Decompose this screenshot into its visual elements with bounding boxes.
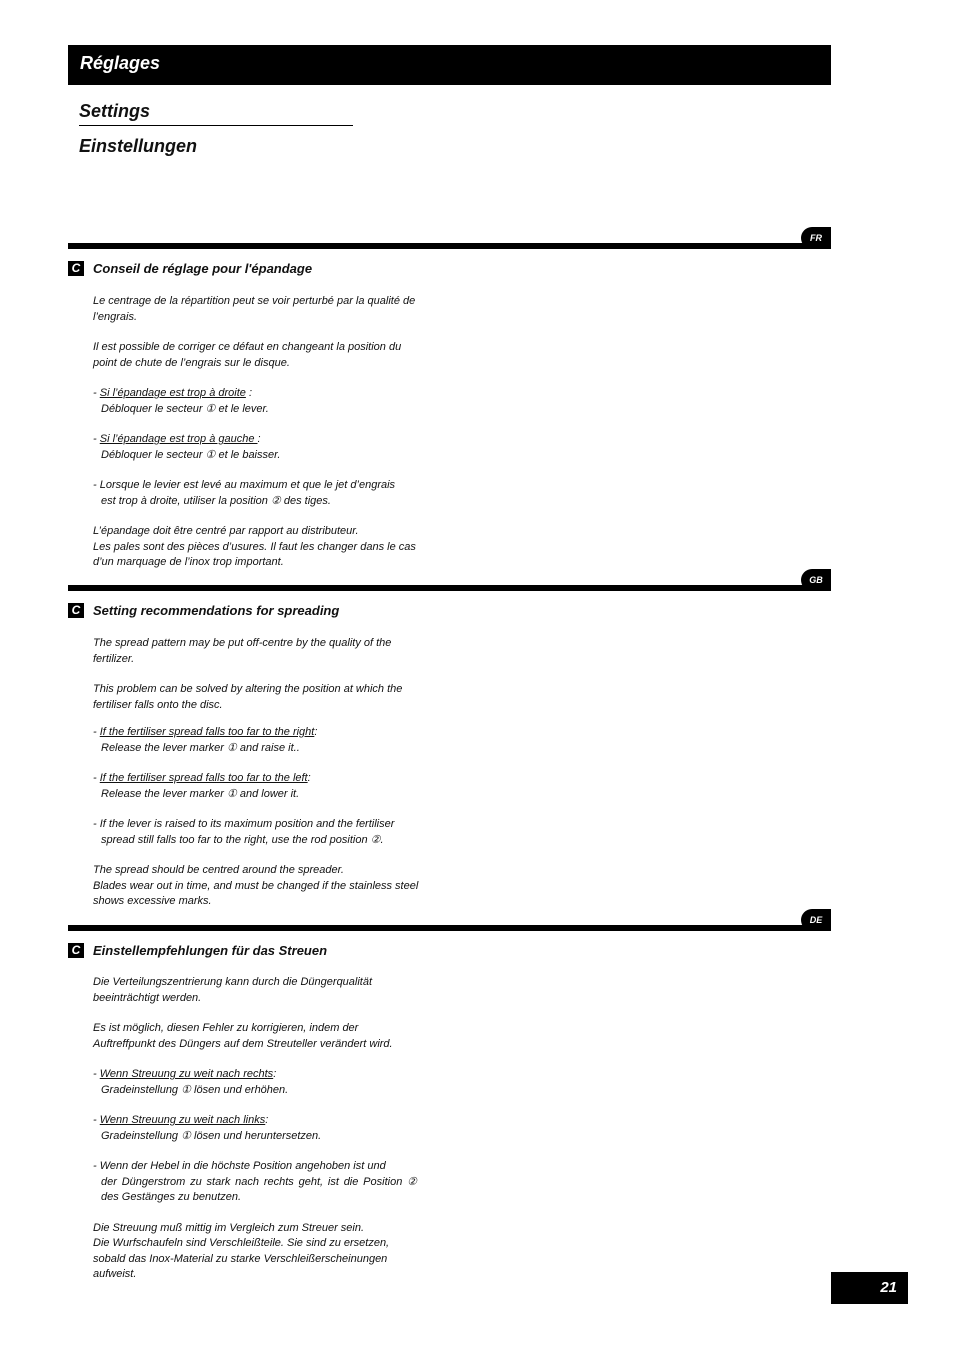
- section-marker: C: [68, 943, 84, 958]
- list-item: - Wenn Streuung zu weit nach links: Gradeinstellung ① lösen und heruntersetzen.: [93, 1114, 322, 1142]
- section-heading-text: Einstellempfehlungen für das Streuen: [93, 943, 328, 958]
- action-text: Gradeinstellung ① lösen und erhöhen.: [101, 1083, 289, 1096]
- list-item: - Wenn Streuung zu weit nach rechts: Gradeinstellung ① lösen und erhöhen.: [93, 1068, 289, 1096]
- section-body-gb: [93, 636, 419, 925]
- condition-text: If the fertiliser spread falls too far to the right: [99, 726, 315, 738]
- language-badge-fr: FR: [801, 227, 831, 249]
- action-text: Débloquer le secteur ① et le lever.: [101, 402, 269, 415]
- subtitle-english: Settings: [79, 101, 151, 121]
- page-number: 21: [831, 1272, 908, 1304]
- condition-text: Si l’épandage est trop à gauche: [99, 433, 258, 445]
- list-item: - Lorsque le levier est levé au maximum et que le jet d’engrais est trop à droite, utiliser la position ② des tiges.: [93, 479, 396, 507]
- list-item: - Si l’épandage est trop à droite : Débloquer le secteur ① et le lever.: [93, 387, 269, 415]
- paragraph: Le centrage de la répartition peut se voir perturbé par la qualité de l’engrais.: [93, 295, 416, 323]
- action-text: Gradeinstellung ① lösen und heruntersetzen.: [101, 1129, 322, 1142]
- condition-text: Wenn Streuung zu weit nach rechts: [99, 1068, 274, 1080]
- paragraph: Il est possible de corriger ce défaut en changeant la position du point de chute de l’engrais sur le disque.: [93, 341, 402, 369]
- list-item: - Wenn der Hebel in die höchste Position angehoben ist und der Düngerstrom zu stark nach rechts geht, ist die Position ② des Gestänges zu benutzen.: [93, 1160, 417, 1203]
- section-marker: C: [68, 603, 84, 618]
- condition-text: Wenn Streuung zu weit nach links: [99, 1114, 266, 1126]
- paragraph: L’épandage doit être centré par rapport au distributeur. Les pales sont des pièces d’usures. Il faut les changer dans le cas d’un marquage de l’inox trop important.: [93, 525, 416, 568]
- section-heading-text: Setting recommendations for spreading: [93, 603, 340, 618]
- language-badge-gb: GB: [801, 569, 831, 591]
- paragraph: The spread pattern may be put off-centre by the quality of the fertilizer.: [93, 637, 392, 665]
- action-text: Débloquer le secteur ① et le baisser.: [101, 448, 281, 461]
- language-badge-de: DE: [801, 909, 831, 931]
- paragraph: Die Streuung muß mittig im Vergleich zum Streuer sein. Die Wurfschaufeln sind Verschleißteile. Sie sind zu ersetzen, sobald das Inox-Material zu starke Verschleißerscheinungen aufweist.: [93, 1221, 390, 1280]
- paragraph: Die Verteilungszentrierung kann durch die Düngerqualität beeinträchtigt werden.: [93, 976, 373, 1004]
- section-marker: C: [68, 261, 84, 276]
- page-title: Réglages: [80, 53, 161, 73]
- condition-text: If the fertiliser spread falls too far to the left: [99, 772, 308, 784]
- section-divider-fr: [68, 243, 831, 249]
- condition-text: Si l’épandage est trop à droite: [99, 387, 246, 399]
- section-body-fr: [93, 294, 423, 586]
- section-body-de: [93, 975, 418, 1298]
- subtitle-german: Einstellungen: [79, 136, 198, 156]
- section-divider-de: [68, 925, 831, 931]
- list-item: - If the fertiliser spread falls too far to the right: Release the lever marker ① and raise it..: [93, 726, 318, 754]
- paragraph: This problem can be solved by altering the position at which the fertiliser falls onto the disc.: [93, 683, 403, 711]
- action-text: Release the lever marker ① and lower it.: [101, 787, 300, 800]
- paragraph: The spread should be centred around the spreader. Blades wear out in time, and must be changed if the stainless steel shows excessive marks.: [93, 864, 419, 907]
- title-bar: [68, 45, 831, 85]
- section-heading-text: Conseil de réglage pour l'épandage: [93, 261, 313, 276]
- section-divider-gb: [68, 585, 831, 591]
- subtitle-underline: [79, 125, 353, 126]
- action-text: Release the lever marker ① and raise it..: [101, 741, 300, 754]
- paragraph: Es ist möglich, diesen Fehler zu korrigieren, indem der Auftreffpunkt des Düngers auf dem Streuteller verändert wird.: [93, 1022, 393, 1050]
- list-item: - If the lever is raised to its maximum position and the fertiliser spread still falls too far to the right, use the rod position ②.: [93, 818, 395, 846]
- list-item: - If the fertiliser spread falls too far to the left: Release the lever marker ① and lower it.: [93, 772, 311, 800]
- list-item: - Si l’épandage est trop à gauche : Débloquer le secteur ① et le baisser.: [93, 433, 281, 461]
